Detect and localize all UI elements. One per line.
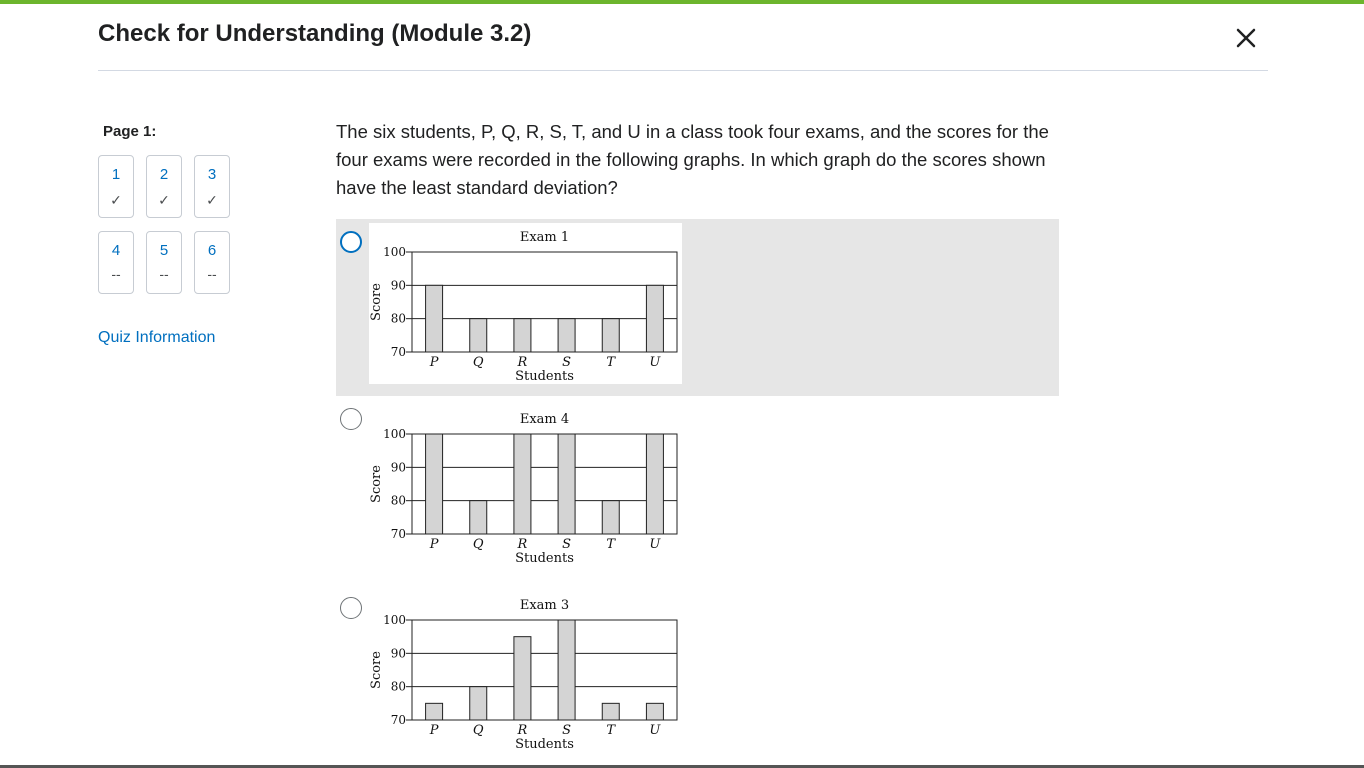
close-icon: [1230, 22, 1262, 54]
chart-title: Exam 3: [519, 598, 570, 613]
y-tick-label: 80: [390, 311, 406, 326]
answer-radio-2[interactable]: [340, 408, 362, 430]
question-number: 1: [111, 166, 121, 183]
answer-radio-3[interactable]: [340, 597, 362, 619]
chart-svg: [369, 405, 682, 568]
answered-check-icon: ✓: [206, 192, 218, 208]
x-tick-label: Q: [472, 355, 484, 370]
x-tick-label: U: [649, 537, 661, 552]
question-number: 2: [159, 166, 169, 183]
bar-T: [602, 319, 619, 352]
x-tick-label: U: [649, 723, 661, 738]
y-tick-label: 90: [390, 460, 406, 475]
question-number: 5: [159, 242, 169, 259]
question-nav-6[interactable]: [194, 231, 230, 294]
bar-S: [558, 434, 575, 534]
page-label: Page 1:: [103, 123, 157, 140]
question-nav-2[interactable]: [146, 155, 182, 218]
unanswered-status: --: [207, 266, 217, 282]
question-nav-1[interactable]: [98, 155, 134, 218]
chart-svg: [369, 223, 682, 384]
bar-Q: [470, 687, 487, 720]
plot-frame: [412, 252, 677, 352]
bar-Q: [470, 319, 487, 352]
x-tick-label: R: [517, 723, 528, 738]
bar-R: [514, 637, 531, 720]
y-tick-label: 80: [390, 679, 406, 694]
bar-P: [426, 285, 443, 352]
answer-chart-exam-4: [369, 405, 682, 568]
question-nav-5[interactable]: [146, 231, 182, 294]
x-tick-label: S: [562, 355, 572, 370]
unanswered-status: --: [159, 266, 169, 282]
x-tick-label: S: [562, 537, 572, 552]
quiz-information-link[interactable]: Quiz Information: [98, 329, 216, 346]
header-divider: [98, 70, 1268, 71]
x-tick-label: P: [429, 723, 439, 738]
y-tick-label: 100: [383, 427, 406, 441]
page-title: Check for Understanding (Module 3.2): [98, 20, 532, 47]
x-tick-label: T: [606, 355, 616, 370]
y-tick-label: 90: [390, 278, 406, 293]
plot-frame: [412, 434, 677, 534]
x-tick-label: U: [649, 355, 661, 370]
answer-chart-exam-3: [369, 591, 682, 754]
y-tick-label: 70: [390, 713, 406, 727]
question-number: 3: [207, 166, 217, 183]
bar-R: [514, 434, 531, 534]
x-tick-label: P: [429, 537, 439, 552]
question-number: 4: [111, 242, 121, 259]
x-tick-label: S: [562, 723, 572, 738]
bar-T: [602, 501, 619, 534]
bar-S: [558, 620, 575, 720]
x-axis-label: Students: [515, 551, 574, 566]
bar-T: [602, 703, 619, 720]
y-tick-label: 90: [390, 646, 406, 661]
chart-svg: [369, 591, 682, 754]
top-accent-bar: [0, 0, 1364, 4]
y-axis-label: Score: [369, 651, 384, 689]
answer-radio-1[interactable]: [340, 231, 362, 253]
question-nav-3[interactable]: [194, 155, 230, 218]
x-tick-label: P: [429, 355, 439, 370]
bar-U: [646, 703, 663, 720]
y-axis-label: Score: [369, 283, 384, 321]
x-tick-label: R: [517, 537, 528, 552]
bar-P: [426, 434, 443, 534]
chart-title: Exam 1: [519, 230, 570, 245]
question-number: 6: [207, 242, 217, 259]
y-axis-label: Score: [369, 465, 384, 503]
x-tick-label: T: [606, 723, 616, 738]
x-tick-label: Q: [472, 537, 484, 552]
answered-check-icon: ✓: [158, 192, 170, 208]
x-tick-label: R: [517, 355, 528, 370]
question-nav-4[interactable]: [98, 231, 134, 294]
question-text: The six students, P, Q, R, S, T, and U in a class took four exams, and the scores for the four exams were recorded in the following graphs. In which graph do the scores shown have the least standard deviation?: [336, 121, 1049, 198]
x-tick-label: T: [606, 537, 616, 552]
chart-title: Exam 4: [519, 412, 570, 427]
close-button[interactable]: [1230, 22, 1262, 54]
answered-check-icon: ✓: [110, 192, 122, 208]
unanswered-status: --: [111, 266, 121, 282]
y-tick-label: 100: [383, 613, 406, 627]
y-tick-label: 100: [383, 245, 406, 259]
bar-U: [646, 285, 663, 352]
x-axis-label: Students: [515, 369, 574, 384]
plot-frame: [412, 620, 677, 720]
y-tick-label: 80: [390, 493, 406, 508]
y-tick-label: 70: [390, 345, 406, 359]
y-tick-label: 70: [390, 527, 406, 541]
bar-U: [646, 434, 663, 534]
answer-chart-exam-1: [369, 223, 682, 384]
x-tick-label: Q: [472, 723, 484, 738]
x-axis-label: Students: [515, 737, 574, 752]
bar-P: [426, 703, 443, 720]
bar-S: [558, 319, 575, 352]
bar-R: [514, 319, 531, 352]
bar-Q: [470, 501, 487, 534]
